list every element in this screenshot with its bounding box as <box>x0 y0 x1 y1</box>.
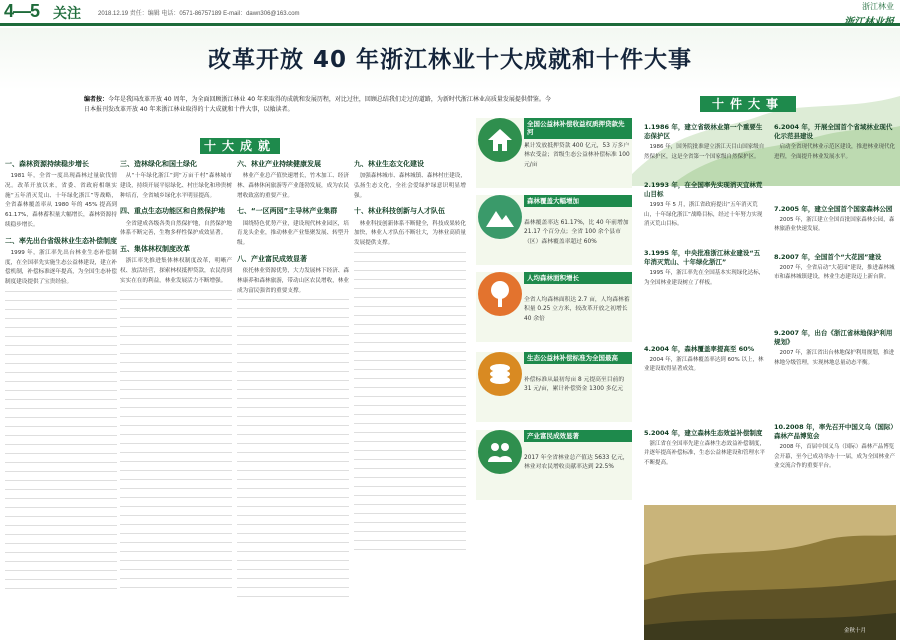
mountain-icon <box>478 195 522 239</box>
section-name: 关注 <box>53 5 81 21</box>
achievement-text: 加强森林城市、森林城镇、森林村庄建设，弘扬生态文化，全社会爱绿护绿意识明显增强。 <box>354 173 466 199</box>
event-title: 7.2005 年，建立全国首个国家森林公园 <box>774 205 893 213</box>
achievement-title: 五、集体林权制度改革 <box>120 245 190 254</box>
stat-card-coverage <box>476 195 632 265</box>
card-title: 产业富民成效显著 <box>524 430 632 442</box>
event-title: 6.2004 年，开展全国首个省域林业现代化示范县建设 <box>774 123 893 141</box>
stat-card-credit <box>476 118 632 188</box>
card-body: 2017 年全省林业总产值达 5633 亿元，林业对农民增收贡献率达到 22.5% <box>524 455 629 471</box>
page-number: 4—5 <box>4 1 40 21</box>
tree-icon <box>478 272 522 316</box>
stat-card-per-capita <box>476 272 632 342</box>
achievement-text: 浙江率先推进集体林权制度改革，明晰产权、放活经营，探索林权抵押贷款，农民得到实实在在的利益，林业发展活力不断增强。 <box>120 258 232 284</box>
text-continuation <box>354 252 466 552</box>
achievement-text: 全省建成各级各类自然保护地，自然保护地体系不断完善，生物多样性保护成效显著。 <box>120 220 232 237</box>
achievement-text: 从“十年绿化浙江”到“万亩千村”森林城市建设，持续开展平原绿化、村庄绿化和珍贵树种培育，全省城乡绿化水平明显提高。 <box>120 173 232 199</box>
hero-banner <box>0 28 900 90</box>
achievement-title: 九、林业生态文化建设 <box>354 160 424 168</box>
event-item <box>644 181 766 229</box>
event-item <box>774 423 896 471</box>
achievement-title: 三、造林绿化和国土绿化 <box>120 160 197 168</box>
editor-note-label: 编者按： <box>84 96 109 103</box>
achievement-title: 六、林业产业持续健康发展 <box>237 160 321 168</box>
event-text: 2004 年，浙江森林覆盖率达到 60% 以上，林业建设取得显著成效。 <box>644 357 764 373</box>
achievement-text: 1999 年，浙江率先出台林业生态补偿制度，在全国率先实施生态公益林建设，建立补偿机制，补偿标准逐年提高，为全国生态补偿制度建设提供了宝贵经验。 <box>5 249 117 286</box>
event-title: 5.2004 年，建立森林生态效益补偿制度 <box>644 429 763 437</box>
achievement-text: 围绕特色优势产业，建设现代林业园区，培育龙头企业，推动林业产业集聚发展、转型升级。 <box>237 220 349 247</box>
achievements-column-2 <box>120 160 232 640</box>
event-text: 2008 年，首届中国义乌（国际）森林产品博览会开幕，至今已成功举办十一届，成为全国林业产业交流合作的重要平台。 <box>774 444 896 469</box>
event-title: 1.1986 年，建立省级林业第一个重要生态保护区 <box>644 123 763 141</box>
event-text: 1993 年 5 月，浙江省政府提出“五年消灭荒山，十年绿化浙江”战略目标，经过十年努力实现消灭荒山目标。 <box>644 202 763 227</box>
ten-achievements-banner: 十大成就 <box>200 138 280 154</box>
event-item <box>774 253 896 283</box>
card-body: 累计发放抵押贷款 400 亿元，53 万多户林农受益；省级生态公益林补偿标准 100 元/亩 <box>524 143 630 168</box>
event-text: 2007 年，全省启动“大花园”建设，推进森林城市和森林城镇建设，林业生态建设迈上新台阶。 <box>774 265 895 281</box>
ten-events-banner: 十件大事 <box>700 96 796 112</box>
event-item <box>774 205 896 235</box>
event-title: 8.2007 年，全国首个“大花园”建设 <box>774 253 882 261</box>
stat-card-compensation <box>476 352 632 422</box>
achievement-title: 四、重点生态功能区和自然保护地 <box>120 207 225 216</box>
event-text: 2007 年，浙江省出台林地保护利用规划，推进林地分级管理，实现林地总量动态平衡。 <box>774 350 895 366</box>
event-text: 2005 年，浙江建立全国首批国家森林公园，森林旅游业快速发展。 <box>774 217 895 233</box>
achievement-text: 1981 年，全省一度出现森林过量砍伐情况。改革开放以来，省委、省政府相继实施“五年消灭荒山、十年绿化浙江”等战略，全省森林覆盖率从 1980 年的 45% 提高到 61.17%，森林蓄积量大幅增长，森林资源持续稳步增长。 <box>5 173 117 228</box>
people-icon <box>478 430 522 474</box>
text-continuation <box>5 291 117 591</box>
card-body: 森林覆盖率达 61.17%，比 40 年前增加 21.17 个百分点；全省 100 余个县市（区）森林覆盖率超过 60% <box>524 220 629 245</box>
achievements-column-4 <box>354 160 466 640</box>
achievement-text: 林业产业总产值快速增长，竹木加工、经济林、森林休闲旅游等产业蓬勃发展，成为农民增收致富的重要产业。 <box>237 173 349 199</box>
masthead-meta: 2018.12.19 责任：编辑 电话：0571-86757189 E-mail：dawn306@163.com <box>98 11 300 17</box>
event-text: 1986 年，国务院批准建立浙江天目山国家级自然保护区，这是全省第一个国家级自然保护区。 <box>644 144 765 160</box>
newspaper-brand <box>844 1 894 28</box>
event-item <box>644 429 766 468</box>
achievement-title: 八、产业富民成效显著 <box>237 254 307 263</box>
event-item <box>644 249 766 288</box>
card-body: 全省人均森林面积达 2.7 亩，人均森林蓄积量 0.25 立方米，较改革开放之初增长 40 余倍 <box>524 297 630 322</box>
stat-card-income <box>476 430 632 500</box>
photo-caption: 金秋十月 <box>844 628 867 634</box>
achievement-title: 十、林业科技创新与人才队伍 <box>354 207 445 216</box>
text-continuation <box>237 299 349 599</box>
brand-logo-text: 浙江林业报 <box>844 17 894 28</box>
event-text: 浙江省在全国率先建立森林生态效益补偿制度，并逐年提高补偿标准，生态公益林建设和管理水平不断提高。 <box>644 441 766 466</box>
coins-icon <box>478 352 522 396</box>
event-item <box>774 123 896 162</box>
achievement-text: 依托林业资源优势，大力发展林下经济、森林康养和森林旅游，带动山区农民增收，林业成为富民强省的重要支撑。 <box>237 267 349 294</box>
achievement-title: 七、“一区两园”主导林产业集群 <box>237 207 338 216</box>
card-title: 全国公益林补偿收益权质押贷款先河 <box>524 118 632 139</box>
event-title: 9.2007 年，出台《浙江省林地保护利用规划》 <box>774 329 893 347</box>
achievement-title: 一、森林资源持续稳步增长 <box>5 160 89 168</box>
editor-note <box>84 95 554 115</box>
card-body: 补偿标准从最初每亩 8 元提高至目前的 31 元/亩，累计补偿资金 1300 多亿元 <box>524 377 625 393</box>
masthead <box>0 0 900 26</box>
card-title: 生态公益林补偿标准为全国最高 <box>524 352 632 364</box>
forest-house-icon <box>478 118 522 162</box>
event-item <box>644 345 766 375</box>
brand-top: 浙江林业 <box>862 2 894 11</box>
event-item <box>644 123 766 162</box>
event-title: 3.1995 年，中央批准浙江林业建设“五年消灭荒山、十年绿化浙江” <box>644 249 761 267</box>
card-title: 人均森林面积增长 <box>524 272 632 284</box>
event-title: 4.2004 年，森林覆盖率提高至 60% <box>644 345 755 353</box>
achievement-text: 林业科技创新体系不断健全，科技成果转化加快，林业人才队伍不断壮大，为林业高质量发展提供支撑。 <box>354 220 466 247</box>
achievements-column-3 <box>237 160 349 640</box>
editor-note-text: 今年是我国改革开放 40 周年，为全面回顾浙江林业 40 年来取得的成就和发展历程，对比过往，回顾总结我们走过的道路，为新时代浙江林业高质量发展提供借鉴。今日本报刊发改革开放 40 年来浙江林业取得的十大成就和十件大事，以飨读者。 <box>84 96 551 114</box>
text-continuation <box>120 290 232 590</box>
page-headline: 改革开放 40 年浙江林业十大成就和十件大事 <box>207 47 693 73</box>
achievements-column-1 <box>5 160 117 640</box>
card-title: 森林覆盖大幅增加 <box>524 195 632 207</box>
event-title: 10.2008 年，率先召开中国义乌（国际）森林产品博览会 <box>774 423 894 441</box>
autumn-landscape-photo <box>644 505 896 640</box>
event-title: 2.1993 年，在全国率先实现消灭宜林荒山目标 <box>644 181 763 199</box>
event-text: 启动全省现代林业示范区建设，推进林业现代化进程，全面提升林业发展水平。 <box>774 144 896 160</box>
achievement-title: 二、率先出台省级林业生态补偿制度 <box>5 236 117 245</box>
event-item <box>774 329 896 368</box>
event-text: 1995 年，浙江率先在全国基本实现绿化达标，为全国林业建设树立了样板。 <box>644 270 765 286</box>
